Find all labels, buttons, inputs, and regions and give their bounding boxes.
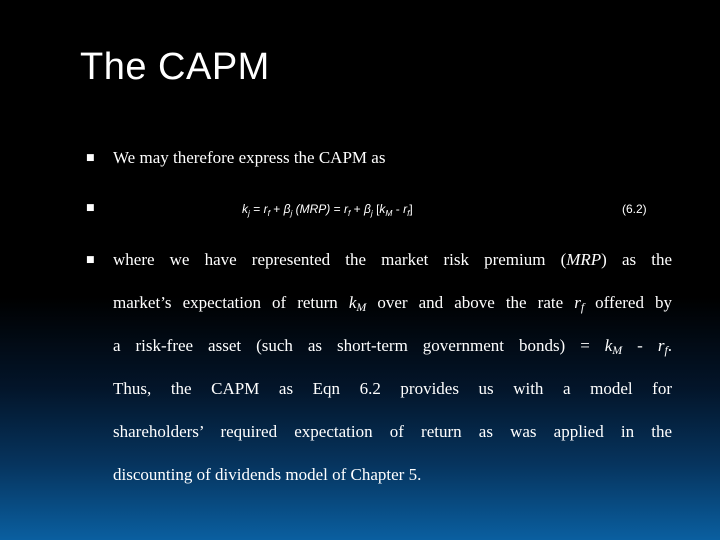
formula-op: [	[372, 202, 380, 216]
formula-op: ]	[409, 202, 413, 216]
square-bullet-icon: ■	[86, 255, 95, 265]
formula-var: r	[263, 202, 268, 216]
capm-formula	[242, 202, 413, 218]
paragraph-line: discounting of dividends model of Chapter 5.	[113, 465, 422, 484]
square-bullet-icon: ■	[86, 153, 95, 163]
formula-var: β	[283, 202, 291, 216]
formula-sub: f	[348, 208, 351, 218]
paragraph-line: where we have represented the market risk premium (MRP) as the	[113, 250, 672, 269]
formula-var: k	[242, 202, 248, 216]
formula-sub: f	[407, 208, 410, 218]
paragraph-line: Thus, the CAPM as Eqn 6.2 provides us with a model for	[113, 379, 672, 398]
formula-sub: M	[385, 208, 393, 218]
formula-op: +	[350, 202, 365, 216]
paragraph-line: a risk-free asset (such as short-term government bonds) = $k_M - r_f$.	[113, 336, 672, 357]
formula-op: +	[269, 202, 284, 216]
formula-op: -	[392, 202, 404, 216]
formula-op: =	[330, 202, 344, 216]
formula-var: k	[379, 202, 386, 216]
formula-op: =	[249, 202, 264, 216]
formula-var: r	[403, 202, 408, 216]
formula-var: β	[364, 202, 371, 216]
equation-number: (6.2)	[622, 202, 647, 216]
formula-sub: j	[248, 208, 250, 218]
square-bullet-icon: ■	[86, 203, 95, 213]
paragraph-line: shareholders’ required expectation of return as was applied in the	[113, 422, 672, 441]
formula-sub: f	[267, 208, 270, 218]
formula-var: r	[344, 202, 348, 216]
formula-sub: j	[370, 208, 373, 218]
paragraph-line: market’s expectation of return $k_M$ over and above the rate $r_f$ offered by	[113, 293, 672, 314]
slide-title: The CAPM	[80, 46, 270, 88]
formula-sub: j	[290, 208, 293, 218]
formula-term: (MRP)	[292, 202, 331, 216]
bullet-text: We may therefore express the CAPM as	[113, 148, 386, 167]
